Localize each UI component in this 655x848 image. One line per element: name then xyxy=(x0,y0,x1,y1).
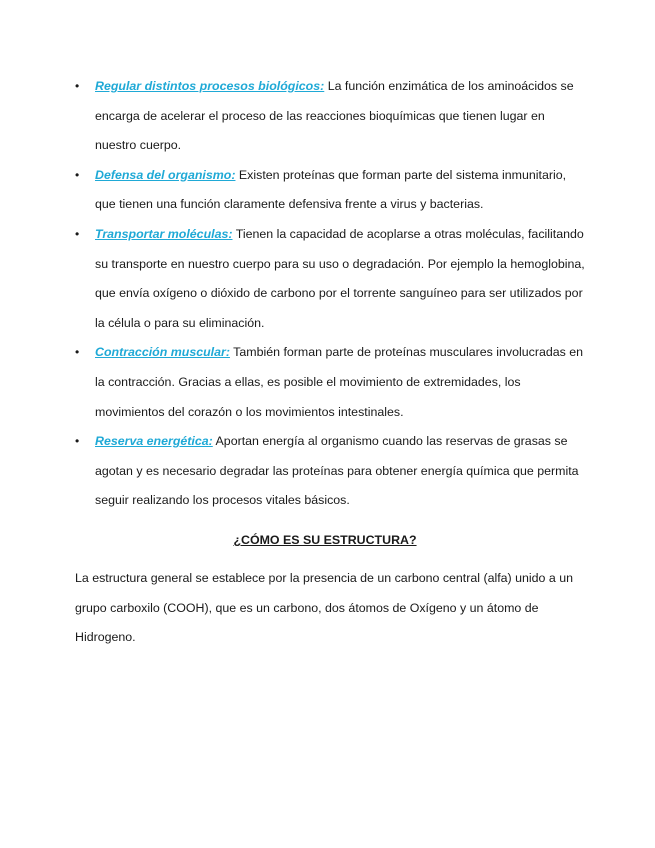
bullet-text: La función enzimática de los aminoácidos se encarga de acelerar el proceso de las reacciones bioquímicas que tienen lugar en nuestro cuerpo. xyxy=(95,79,574,153)
structure-paragraph: La estructura general se establece por la presencia de un carbono central (alfa) unido a un grupo carboxilo (COOH), que es un carbono, dos átomos de Oxígeno y un átomo de Hidrogeno. xyxy=(75,571,574,645)
bullet-term: Contracción muscular: xyxy=(95,345,230,360)
bullet-dot-icon: • xyxy=(75,345,80,360)
bullet-term: Regular distintos procesos biológicos: xyxy=(95,79,325,93)
bullet-text: Aportan energía al organismo cuando las reservas de grasas se agotan y es necesario degradar las proteínas para obtener energía química que permita seguir realizando los procesos vitales básicos. xyxy=(95,434,579,508)
bullet-item-transportar xyxy=(75,220,585,338)
section-title: ¿CÓMO ES SU ESTRUCTURA? xyxy=(233,533,417,547)
bullet-item-reserva xyxy=(75,427,585,516)
bullet-term: Transportar moléculas: xyxy=(95,226,233,241)
bullet-text: Tienen la capacidad de acoplarse a otras moléculas, facilitando su transporte en nuestro cuerpo para su uso o degradación. Por ejemplo la hemoglobina, que envía oxígeno o dióxido de carbono por el torrente sanguíneo para ser utilizados por la célula o para su eliminación. xyxy=(95,226,585,330)
bullet-text: Existen proteínas que forman parte del sistema inmunitario, que tienen una función claramente defensiva frente a virus y bacterias. xyxy=(95,167,567,212)
bullet-item-regular-procesos xyxy=(75,72,585,161)
bullet-text: También forman parte de proteínas musculares involucradas en la contracción. Gracias a ellas, es posible el movimiento de extremidades, los movimientos del corazón o los movimientos intestinales. xyxy=(95,345,584,419)
function-bullet-list xyxy=(75,72,585,516)
bullet-dot-icon: • xyxy=(75,226,80,241)
bullet-term: Defensa del organismo: xyxy=(95,167,236,182)
bullet-item-contraccion xyxy=(75,338,585,427)
bullet-dot-icon: • xyxy=(75,434,80,449)
bullet-term: Reserva energética: xyxy=(95,434,213,449)
bullet-dot-icon: • xyxy=(75,167,80,182)
bullet-dot-icon: • xyxy=(75,79,80,93)
bullet-item-defensa xyxy=(75,161,585,220)
